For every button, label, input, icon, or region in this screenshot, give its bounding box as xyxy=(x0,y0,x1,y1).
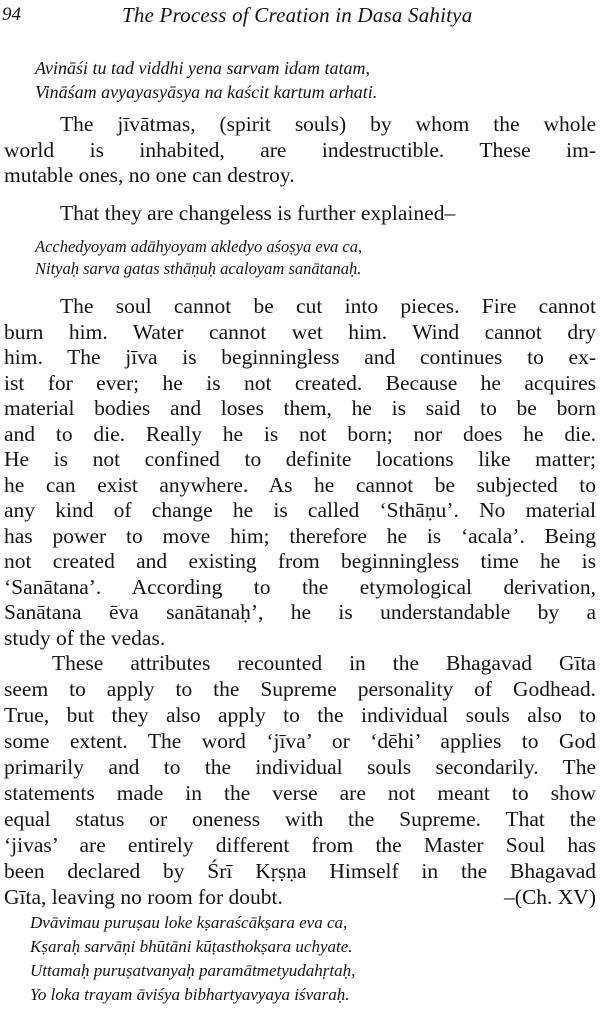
text-line: statements made in the verse are not meant to show xyxy=(4,781,596,805)
text-line-with-reference xyxy=(4,884,596,910)
text-line: not created and existing from beginningless time he is xyxy=(4,549,596,573)
verse-line: Kṣaraḥ sarvāṇi bhūtāni kūṭasthokṣara uchyate. xyxy=(30,937,353,956)
text-line: mutable ones, no one can destroy. xyxy=(4,163,295,187)
text-line: True, but they also apply to the individual souls also to xyxy=(4,703,596,727)
page-number: 94 xyxy=(2,4,21,25)
paragraph-changeless xyxy=(4,201,596,227)
text-line: equal status or oneness with the Supreme. That the xyxy=(4,807,596,831)
paragraph-jivatmas xyxy=(4,112,596,189)
text-line: been declared by Śrī Kṛṣṇa Himself in the Bhagavad xyxy=(4,859,596,883)
text-line: some extent. The word ‘jīva’ or ‘dēhi’ applies to God xyxy=(4,729,596,753)
text-line: he can exist anywhere. As he cannot be subjected to xyxy=(4,472,596,497)
text-line: primarily and to the individual souls secondarily. The xyxy=(4,755,596,779)
text-line: any kind of change he is called ‘Sthāṇu’. No material xyxy=(4,498,596,522)
text-line: ist for ever; he is not created. Because he acquires xyxy=(4,370,596,395)
text-line: him. The jīva is beginningless and continues to ex- xyxy=(4,345,596,369)
text-line: seem to apply to the Supreme personality of Godhead. xyxy=(4,677,596,701)
verse-line: Dvāvimau puruṣau loke kṣaraścākṣara eva ca, xyxy=(30,913,348,932)
text-line: He is not confined to definite locations like matter; xyxy=(4,447,596,471)
text-line: Sanātana ēva sanātanaḥ’, he is understandable by a xyxy=(4,600,596,624)
text-line: The soul cannot be cut into pieces. Fire cannot xyxy=(60,294,596,318)
text-line: ‘Sanātana’. According to the etymological derivation, xyxy=(4,574,596,599)
paragraph-bhagavad-gita xyxy=(4,650,596,910)
verse-line: Yo loka trayam āviśya bibhartyavyaya iśvaraḥ. xyxy=(30,985,350,1004)
text-line: material bodies and loses them, he is said to be born xyxy=(4,396,596,420)
verse-gita-2-17 xyxy=(35,56,377,104)
text-line: and to die. Really he is not born; nor does he die. xyxy=(4,421,596,446)
verse-line: Vināśam avyayasyāsya na kaścit kartum arhati. xyxy=(35,82,378,102)
verse-line: Uttamaḥ puruṣatvanyaḥ paramātmetyudahṛtaḥ, xyxy=(30,961,356,980)
text-line: study of the vedas. xyxy=(4,625,166,650)
text-line: burn him. Water cannot wet him. Wind cannot dry xyxy=(4,319,596,344)
paragraph-soul-attributes xyxy=(4,294,596,651)
verse-line: Acchedyoyam adāhyoyam akledyo aśoṣya eva ca, xyxy=(35,237,363,256)
page-header xyxy=(0,2,600,30)
chapter-reference: –(Ch. XV) xyxy=(504,885,596,909)
running-title: The Process of Creation in Dasa Sahitya xyxy=(122,3,473,27)
text-line: ‘jivas’ are entirely different from the Master Soul has xyxy=(4,833,596,857)
text-line: The jīvātmas, (spirit souls) by whom the whole xyxy=(60,112,596,136)
text-line: These attributes recounted in the Bhagavad Gīta xyxy=(52,651,596,675)
verse-gita-2-24 xyxy=(35,236,362,280)
text-line: world is inhabited, are indestructible. These im- xyxy=(4,137,596,162)
verse-line: Nityaḥ sarva gatas sthāṇuḥ acaloyam sanātanaḥ. xyxy=(35,259,362,278)
verse-line: Avināśi tu tad viddhi yena sarvam idam tatam, xyxy=(35,58,370,78)
verse-gita-15-16-17 xyxy=(30,911,355,1007)
text-line: That they are changeless is further explained– xyxy=(60,201,456,225)
text-line: has power to move him; therefore he is ‘acala’. Being xyxy=(4,523,596,548)
text-line: Gīta, leaving no room for doubt. xyxy=(4,885,283,909)
